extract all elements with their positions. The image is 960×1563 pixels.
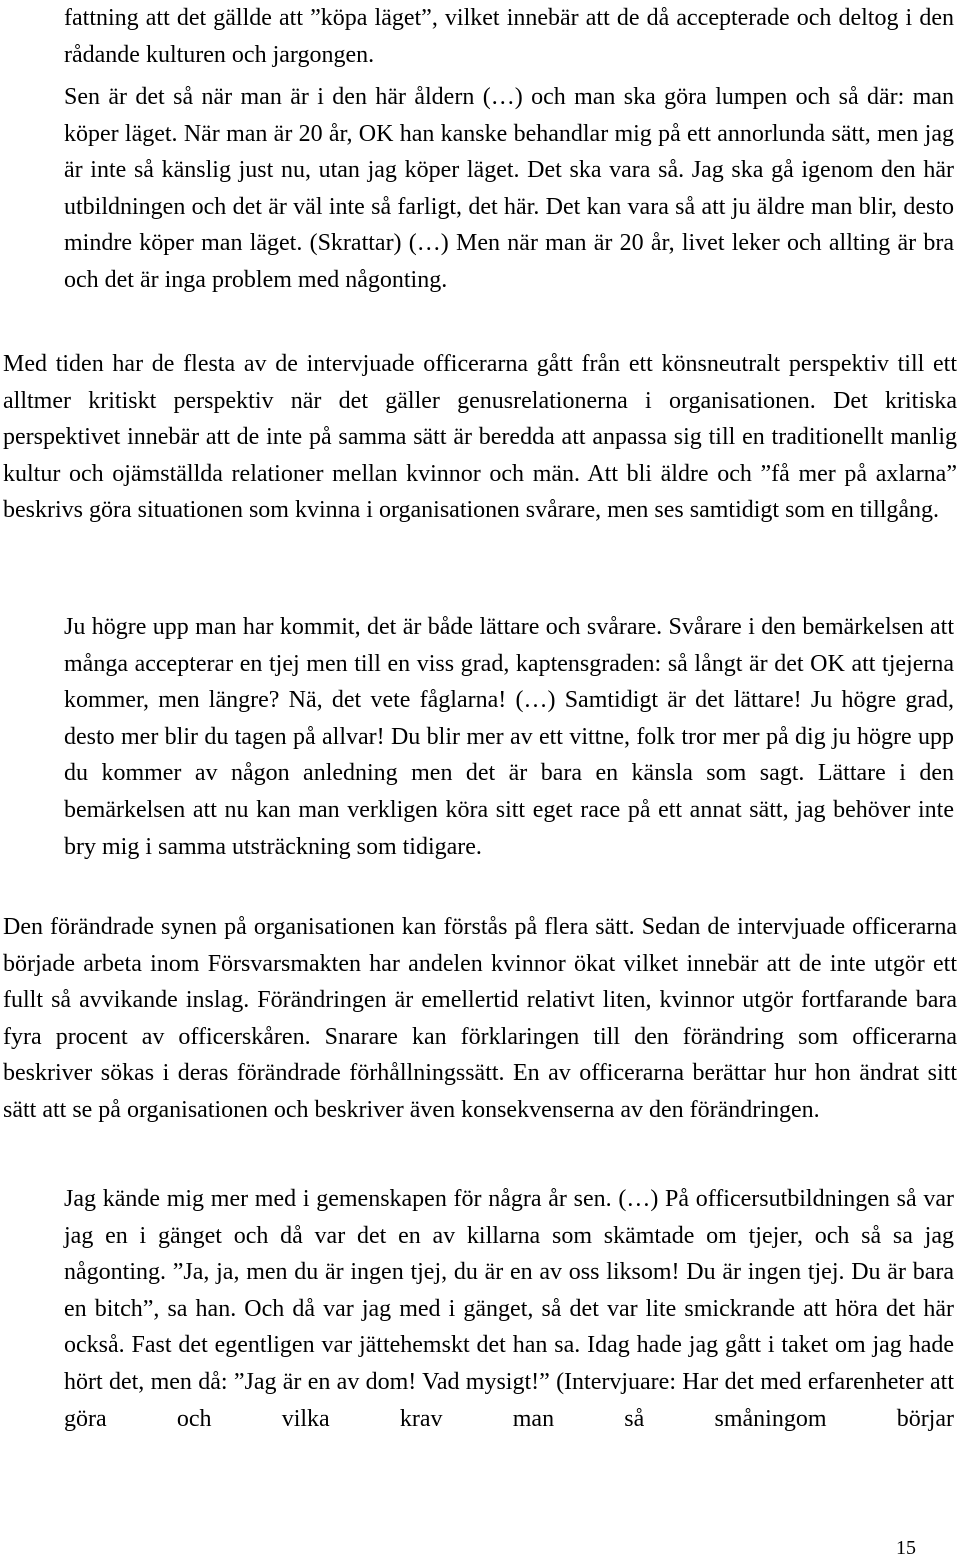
quote-continuation-paragraph: fattning att det gällde att ”köpa läget”, vilket innebär att de då accepterade och deltog i den rådande kulturen och jargongen. [64,5,954,68]
page-number: 15 [896,1537,916,1559]
interview-quote-paragraph: Jag kände mig mer med i gemenskapen för några år sen. (…) På officersutbildningen så var jag en i gänget och då var det en av killarna som skämtade om tjejer, och så sa jag någonting. ”Ja, ja, men du är ingen tjej, du är en av oss liksom! Du är ingen tjej. Du är bara en bitch”, sa han. Och då var jag med i gänget, så det var lite smickrande att höra det här också. Fast det egentligen var jättehemskt det han sa. Idag hade jag gått i taket om jag hade hört det, men då: ”Jag är en av dom! Vad mysigt!” (Intervjuare: Har det med erfarenheter att göra och vilka krav man så småningom börjar [64,1186,954,1432]
body-paragraph: Den förändrade synen på organisationen kan förstås på flera sätt. Sedan de intervjuade officerarna började arbeta inom Försvarsmakten har andelen kvinnor ökat vilket innebär att de inte utgör ett fullt så avvikande inslag. Förändringen är emellertid relativt liten, kvinnor utgör fortfarande bara fyra procent av officerskåren. Snarare kan förklaringen till den förändring som officerarna beskriver sökas i deras förändrade förhållningssätt. En av officerarna berättar hur hon ändrat sitt sätt att se på organisationen och beskriver även konsekvenserna av den förändringen. [3,914,957,1123]
interview-quote-paragraph: Sen är det så när man är i den här åldern (…) och man ska göra lumpen och så där: man köper läget. När man är 20 år, OK han kanske behandlar mig på ett annorlunda sätt, men jag är inte så känslig just nu, utan jag köper läget. Det ska vara så. Jag ska gå igenom den här utbildningen och det är väl inte så farligt, det här. Det kan vara så att ju äldre man blir, desto mindre köper man läget. (Skrattar) (…) Men när man är 20 år, livet leker och allting är bra och det är inga problem med någonting. [64,84,954,293]
body-paragraph: Med tiden har de flesta av de intervjuade officerarna gått från ett könsneutralt perspektiv till ett alltmer kritiskt perspektiv när det gäller genusrelationerna i organisationen. Det kritiska perspektivet innebär att de inte på samma sätt är beredda att anpassa sig till en traditionellt manlig kultur och ojämställda relationer mellan kvinnor och män. Att bli äldre och ”få mer på axlarna” beskrivs göra situationen som kvinna i organisationen svårare, men ses samtidigt som en tillgång. [3,351,957,524]
interview-quote-paragraph: Ju högre upp man har kommit, det är både lättare och svårare. Svårare i den bemärkelsen att många accepterar en tjej men till en viss grad, kaptensgraden: så långt är det OK att tjejerna kommer, men längre? Nä, det vete fåglarna! (…) Samtidigt är det lättare! Ju högre grad, desto mer blir du tagen på allvar! Du blir mer av ett vittne, folk tror mer på dig ju högre upp du kommer av någon anledning men det är bara en känsla som sagt. Lättare i den bemärkelsen att nu kan man verkligen köra sitt eget race på ett annat sätt, jag behöver inte bry mig i samma utsträckning som tidigare. [64,614,954,860]
